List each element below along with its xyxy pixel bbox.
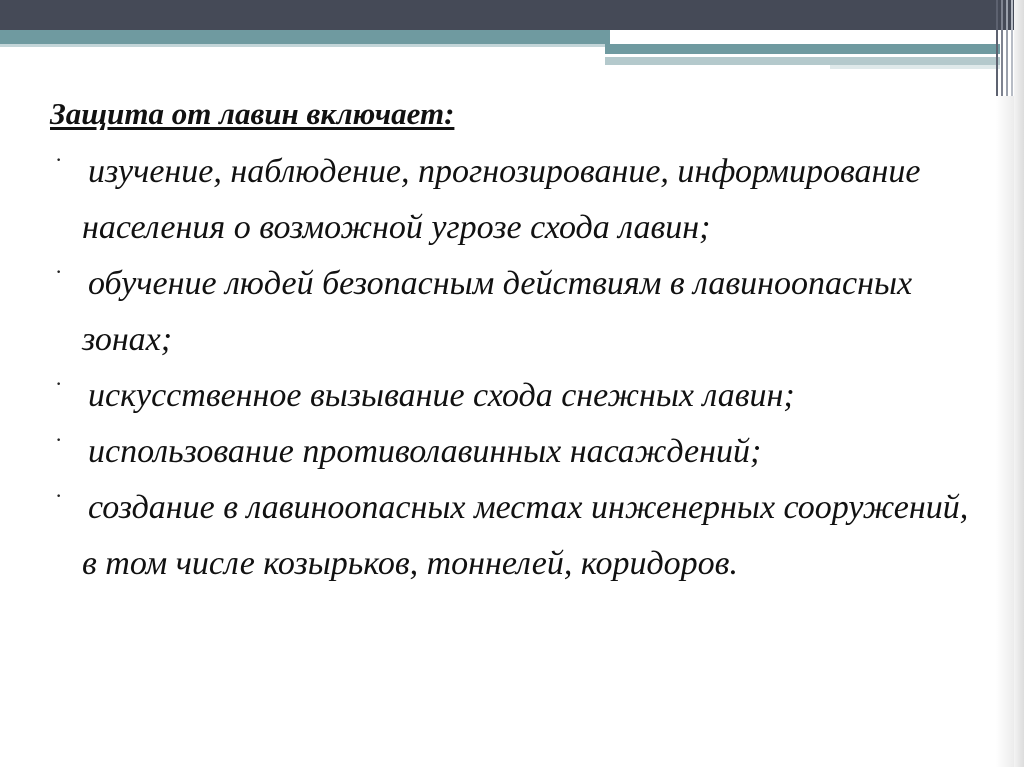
bullet-icon: · [55,427,63,452]
bullet-icon: · [55,259,63,284]
page-edge [1014,0,1024,767]
header-band-dark [0,0,1024,30]
list-item-text: создание в лавиноопасных местах инженерных сооружений, в том числе козырьков, тоннелей, коридоров. [82,489,969,582]
slide-content [50,92,990,592]
page-fold-line [1001,0,1003,96]
page-fold-line [1006,0,1008,96]
list-item-text: изучение, наблюдение, прогнозирование, информирование населения о возможной угрозе схода лавин; [82,153,921,246]
list-item [50,256,990,368]
bullet-icon: · [55,371,63,396]
header-band-teal-right [605,44,1000,54]
list-item [50,368,990,424]
header-band-light-right [830,65,1000,69]
list-item [50,144,990,256]
list-item-text: обучение людей безопасным действиям в лавиноопасных зонах; [82,265,913,358]
bullet-icon: · [55,147,63,172]
list-item [50,424,990,480]
page-fold-line [1011,0,1013,96]
list-item [50,480,990,592]
slide-heading: Защита от лавин включает: [50,96,455,131]
header-band-teal-right-secondary [605,57,1000,65]
header-band-teal [0,30,610,44]
bullet-icon: · [55,483,63,508]
page-edge-shadow [996,96,1014,767]
list-item-text: использование противолавинных насаждений; [88,433,762,470]
list-item-text: искусственное вызывание схода снежных лавин; [88,377,795,414]
page-fold-line [996,0,998,96]
header-band-teal-thin [0,44,605,47]
